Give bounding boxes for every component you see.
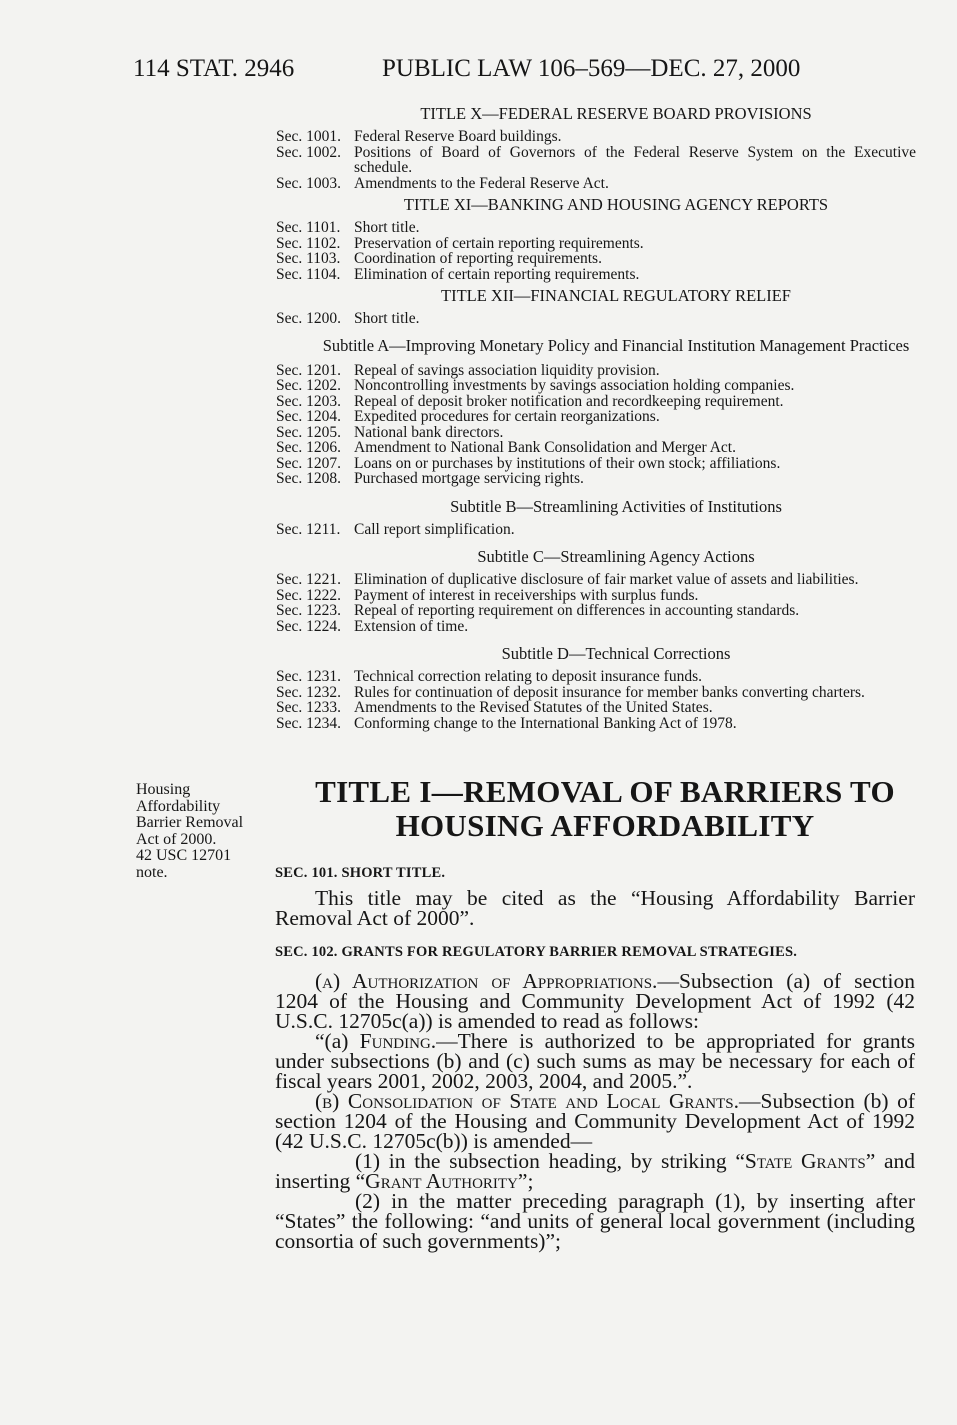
toc-entry xyxy=(276,251,916,267)
margin-note-line: Affordability xyxy=(136,797,221,815)
toc-entry-text: Repeal of deposit broker notification and recordkeeping requirement. xyxy=(354,392,784,410)
subsection-label: Funding. xyxy=(359,1029,437,1053)
toc-heading: TITLE X—FEDERAL RESERVE BOARD PROVISIONS xyxy=(420,104,812,123)
toc-entry-number: Sec. 1101. xyxy=(276,219,341,236)
toc-entry-number: Sec. 1001. xyxy=(276,128,342,145)
toc-entry xyxy=(276,669,916,685)
toc-heading: Subtitle A—Improving Monetary Policy and Financial Institution Management Practices xyxy=(322,335,910,355)
toc-entry-number: Sec. 1232. xyxy=(276,683,342,701)
toc-entry xyxy=(276,176,916,192)
toc-entry-number: Sec. 1207. xyxy=(276,454,342,472)
paragraph-text: ”; xyxy=(517,1169,534,1193)
toc-heading: TITLE XI—BANKING AND HOUSING AGENCY REPORTS xyxy=(403,195,829,214)
margin-note-line: Act of 2000. xyxy=(136,830,217,848)
main-body xyxy=(275,775,915,1251)
toc-entry-text: Short title. xyxy=(354,310,420,327)
toc-entry-number: Sec. 1003. xyxy=(276,174,342,192)
toc-entry-text: Conforming change to the International Banking Act of 1978. xyxy=(354,714,737,732)
toc-group xyxy=(276,129,916,191)
toc-entry-number: Sec. 1203. xyxy=(276,392,342,410)
toc-entry-text: Amendments to the Federal Reserve Act. xyxy=(354,174,609,192)
title-line: TITLE I—REMOVAL OF BARRIERS TO xyxy=(315,774,895,809)
toc-entry-number: Sec. 1234. xyxy=(276,714,342,732)
toc-entry-number: Sec. 1104. xyxy=(276,265,341,283)
paragraph xyxy=(275,1151,915,1191)
margin-note-line: Barrier Removal xyxy=(136,814,244,831)
paragraph xyxy=(275,971,915,1031)
toc-entry-number: Sec. 1200. xyxy=(276,310,342,327)
toc-entry-text: Loans on or purchases by institutions of their own stock; affiliations. xyxy=(354,454,781,472)
toc-entry xyxy=(276,700,916,716)
quoted-heading: State Grants xyxy=(744,1149,866,1173)
toc-entry-text: Preservation of certain reporting requirements. xyxy=(354,234,644,252)
margin-note-line: note. xyxy=(136,863,168,881)
paragraph-text: —Subsection (a) of section 1204 of the Housing and Community Development Act of 1992 (42 U.S.C. 12705c(a)) is amended to read as follows: xyxy=(275,969,915,1033)
toc-entry-text: Federal Reserve Board buildings. xyxy=(354,128,562,145)
toc-entry-text: Expedited procedures for certain reorganizations. xyxy=(354,408,660,425)
toc-entry-text: Payment of interest in receiverships with surplus funds. xyxy=(354,586,699,604)
toc-entry-number: Sec. 1211. xyxy=(276,520,341,538)
toc-entry-number: Sec. 1206. xyxy=(276,439,342,456)
toc-entry-text: Technical correction relating to deposit insurance funds. xyxy=(354,668,702,685)
toc-entry-number: Sec. 1102. xyxy=(276,234,341,252)
toc-entry-number: Sec. 1002. xyxy=(276,143,342,161)
toc-entry-text: Repeal of savings association liquidity provision. xyxy=(354,361,660,379)
toc-entry xyxy=(276,409,916,425)
toc-entry xyxy=(276,471,916,487)
toc-heading: TITLE XII—FINANCIAL REGULATORY RELIEF xyxy=(441,286,791,305)
toc-entry xyxy=(276,267,916,283)
toc-heading: Subtitle C—Streamlining Agency Actions xyxy=(477,547,755,566)
toc-entry-text: Short title. xyxy=(354,219,420,236)
toc-group xyxy=(276,311,916,327)
toc-entry-text: Coordination of reporting requirements. xyxy=(354,250,602,267)
toc-entry-number: Sec. 1231. xyxy=(276,668,342,685)
paragraph-text: —There is authorized to be appropriated for grants under subsections (b) and (c) such sums as may be necessary for each of fiscal years 2001, 2002, 2003, 2004, and 2005.”. xyxy=(275,1029,915,1093)
toc-group xyxy=(276,669,916,731)
margin-note xyxy=(136,782,266,881)
toc-entry-text: Amendments to the Revised Statutes of the United States. xyxy=(354,699,713,716)
toc-entry-text: National bank directors. xyxy=(354,423,504,441)
toc-entry xyxy=(276,145,916,176)
toc-entry xyxy=(276,685,916,701)
toc-entry-number: Sec. 1222. xyxy=(276,586,342,604)
toc-entry xyxy=(276,716,916,732)
section-heading: SEC. 102. GRANTS FOR REGULATORY BARRIER REMOVAL STRATEGIES. xyxy=(275,944,798,960)
subsection-label: (b) Consolidation of State and Local Grants. xyxy=(315,1089,740,1113)
running-header: PUBLIC LAW 106–569—DEC. 27, 2000 xyxy=(382,55,801,82)
toc-entry-text: Noncontrolling investments by savings association holding companies. xyxy=(354,377,795,394)
toc-entry xyxy=(276,572,916,588)
table-of-contents xyxy=(276,100,916,731)
paragraph xyxy=(275,1031,915,1091)
toc-entry-text: Amendment to National Bank Consolidation and Merger Act. xyxy=(354,439,736,456)
page-stat-number: 114 STAT. 2946 xyxy=(133,55,295,82)
toc-entry xyxy=(276,456,916,472)
paragraph-text: (1) in the subsection heading, by striking “ xyxy=(355,1149,745,1173)
paragraph: (2) in the matter preceding paragraph (1), by inserting after “States” the following: “and units of general local government (including consortia of such governments)”; xyxy=(275,1189,915,1253)
toc-entry-text: Elimination of certain reporting requirements. xyxy=(354,265,640,283)
toc-entry xyxy=(276,394,916,410)
toc-entry xyxy=(276,220,916,236)
toc-entry xyxy=(276,378,916,394)
toc-entry xyxy=(276,603,916,619)
toc-group xyxy=(276,220,916,282)
title-line: HOUSING AFFORDABILITY xyxy=(395,808,815,843)
toc-entry xyxy=(276,311,916,327)
section-heading: SEC. 101. SHORT TITLE. xyxy=(275,865,446,881)
toc-entry-text: Elimination of duplicative disclosure of fair market value of assets and liabilities. xyxy=(354,571,859,588)
toc-entry-text: Extension of time. xyxy=(354,617,469,635)
paragraph: This title may be cited as the “Housing Affordability Barrier Removal Act of 2000”. xyxy=(275,886,915,930)
toc-entry xyxy=(276,129,916,145)
toc-group xyxy=(276,572,916,634)
toc-entry-number: Sec. 1224. xyxy=(276,617,342,635)
toc-group xyxy=(276,363,916,487)
toc-entry xyxy=(276,236,916,252)
toc-entry xyxy=(276,588,916,604)
paragraph xyxy=(275,1091,915,1151)
paragraph-text: —Subsection (b) of section 1204 of the Housing and Community Development Act of 1992 (42 U.S.C. 12705c(b)) is amended— xyxy=(275,1089,915,1153)
toc-entry xyxy=(276,619,916,635)
toc-entry-text: Positions of Board of Governors of the Federal Reserve System on the Executive schedule. xyxy=(354,143,916,176)
title-heading xyxy=(295,775,915,843)
toc-entry-text: Call report simplification. xyxy=(354,520,515,538)
margin-note-line: 42 USC 12701 xyxy=(136,847,232,864)
toc-heading: Subtitle D—Technical Corrections xyxy=(501,644,731,663)
toc-entry-text: Purchased mortgage servicing rights. xyxy=(354,470,584,487)
toc-group xyxy=(276,522,916,538)
toc-entry-number: Sec. 1202. xyxy=(276,377,342,394)
subsection-label: (a) Authorization of Appropriations. xyxy=(315,969,658,993)
toc-entry xyxy=(276,440,916,456)
toc-entry-number: Sec. 1223. xyxy=(276,602,342,619)
toc-entry xyxy=(276,425,916,441)
toc-entry-number: Sec. 1221. xyxy=(276,571,342,588)
toc-entry-text: Rules for continuation of deposit insurance for member banks converting charters. xyxy=(354,683,865,701)
toc-heading: Subtitle B—Streamlining Activities of Institutions xyxy=(450,496,782,516)
toc-entry-number: Sec. 1205. xyxy=(276,423,342,441)
toc-entry-number: Sec. 1201. xyxy=(276,361,342,379)
toc-entry-text: Repeal of reporting requirement on differences in accounting standards. xyxy=(354,602,800,619)
toc-entry xyxy=(276,363,916,379)
margin-note-line: Housing xyxy=(136,781,191,798)
toc-entry xyxy=(276,522,916,538)
toc-entry-number: Sec. 1204. xyxy=(276,408,342,425)
toc-entry-number: Sec. 1103. xyxy=(276,250,341,267)
toc-entry-number: Sec. 1208. xyxy=(276,470,342,487)
quote-open: “(a) xyxy=(315,1029,360,1053)
toc-entry-number: Sec. 1233. xyxy=(276,699,342,716)
paragraph-text: ” and inserting “ xyxy=(275,1149,916,1193)
quoted-heading: Grant Authority xyxy=(365,1169,518,1193)
